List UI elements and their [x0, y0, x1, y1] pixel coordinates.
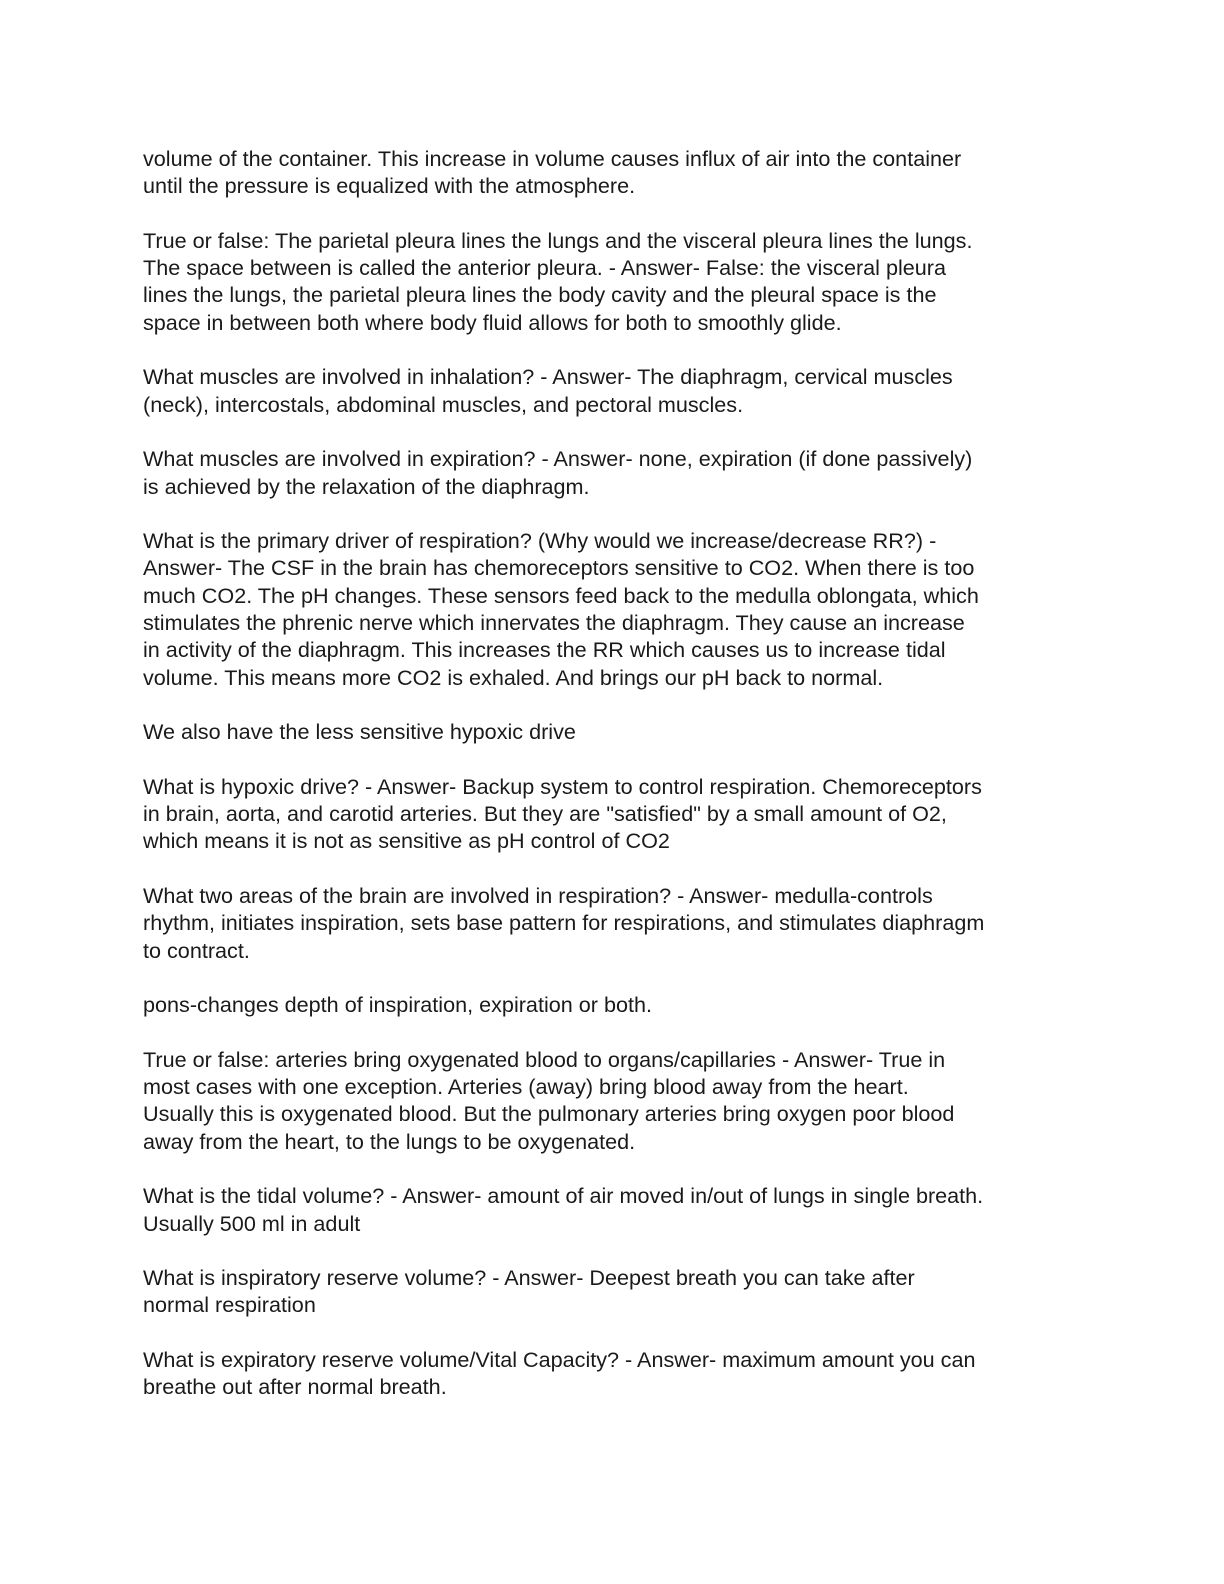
paragraph-inhalation-muscles: What muscles are involved in inhalation? - Answer- The diaphragm, cervical muscles (neck), intercostals, abdominal muscles, and pectoral muscles.	[143, 364, 953, 417]
paragraph-hypoxic-drive-note: We also have the less sensitive hypoxic drive	[143, 719, 576, 745]
paragraph-arteries: True or false: arteries bring oxygenated blood to organs/capillaries - Answer- True in most cases with one exception. Arteries (away) bring blood away from the heart. Usually this is oxygenated blood. But the pulmonary arteries bring oxygen poor blood away from the heart, to the lungs to be oxygenated.	[143, 1046, 955, 1154]
paragraph-tidal-volume: What is the tidal volume? - Answer- amount of air moved in/out of lungs in single breath. Usually 500 ml in adult	[143, 1183, 984, 1236]
document-page	[143, 145, 1083, 1428]
paragraph-pleura: True or false: The parietal pleura lines the lungs and the visceral pleura lines the lungs. The space between is called the anterior pleura. - Answer- False: the visceral pleura lines the lungs, the parietal pleura lines the body cavity and the pleural space is the space in between both where body fluid allows for both to smoothly glide.	[143, 227, 973, 335]
paragraph-container-continuation: volume of the container. This increase in volume causes influx of air into the container until the pressure is equalized with the atmosphere.	[143, 146, 962, 199]
paragraph-hypoxic-drive: What is hypoxic drive? - Answer- Backup system to control respiration. Chemoreceptors in brain, aorta, and carotid arteries. But they are "satisfied" by a small amount of O2, which means it is not as sensitive as pH control of CO2	[143, 773, 982, 854]
paragraph-inspiratory-reserve: What is inspiratory reserve volume? - Answer- Deepest breath you can take after normal respiration	[143, 1265, 915, 1318]
paragraph-expiration-muscles: What muscles are involved in expiration? - Answer- none, expiration (if done passively) is achieved by the relaxation of the diaphragm.	[143, 446, 973, 499]
paragraph-expiratory-reserve: What is expiratory reserve volume/Vital Capacity? - Answer- maximum amount you can breathe out after normal breath.	[143, 1347, 976, 1400]
paragraph-respiration-driver: What is the primary driver of respiration? (Why would we increase/decrease RR?) - Answer- The CSF in the brain has chemoreceptors sensitive to CO2. When there is too much CO2. The pH changes. These sensors feed back to the medulla oblongata, which stimulates the phrenic nerve which innervates the diaphragm. They cause an increase in activity of the diaphragm. This increases the RR which causes us to increase tidal volume. This means more CO2 is exhaled. And brings our pH back to normal.	[143, 528, 979, 690]
paragraph-brain-areas: What two areas of the brain are involved in respiration? - Answer- medulla-controls rhythm, initiates inspiration, sets base pattern for respirations, and stimulates diaphragm to contract.	[143, 883, 985, 963]
paragraph-pons: pons-changes depth of inspiration, expiration or both.	[143, 992, 652, 1018]
